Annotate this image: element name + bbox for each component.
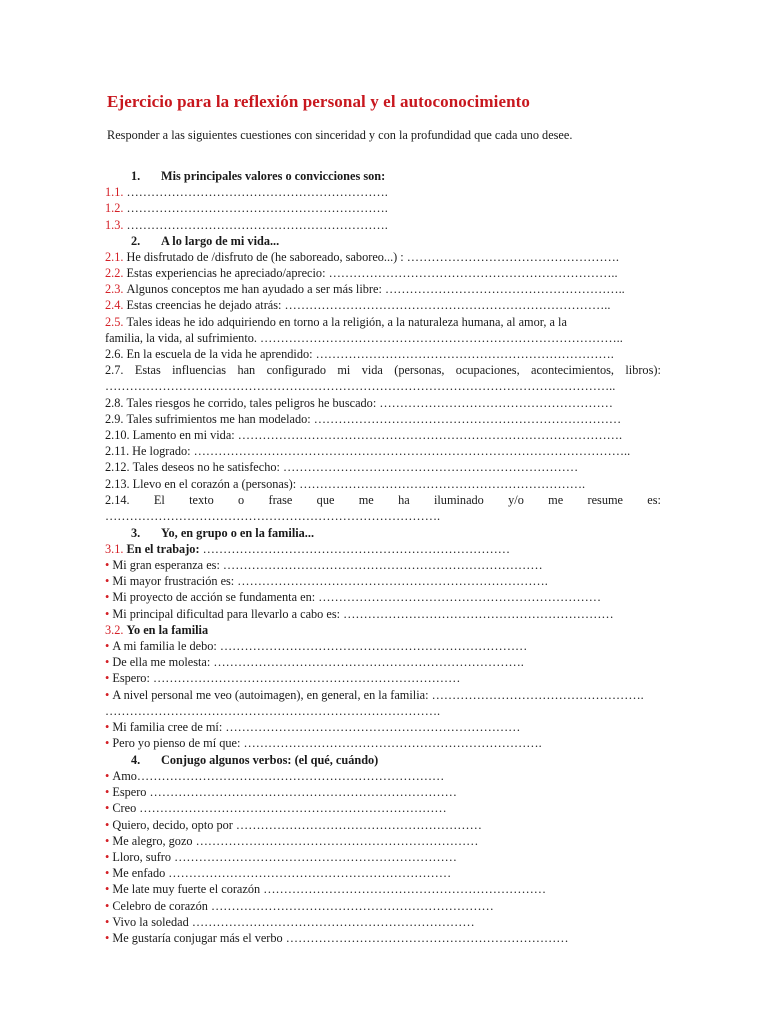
item-number: 1.1. bbox=[105, 185, 124, 199]
word: libros): bbox=[625, 363, 661, 377]
item-number: 2.8. bbox=[105, 396, 124, 410]
item-number: 1.3. bbox=[105, 218, 124, 232]
bullet-marker: • bbox=[105, 818, 110, 832]
bullet-marker: • bbox=[105, 671, 110, 685]
bullet-marker: • bbox=[105, 850, 110, 864]
bullet-question-line bbox=[105, 654, 524, 670]
bullet-marker: • bbox=[105, 639, 110, 653]
section-number: 4. bbox=[131, 753, 141, 767]
bullet-marker: • bbox=[105, 607, 110, 621]
item-number: 2.6. bbox=[105, 347, 124, 361]
section-number: 1. bbox=[131, 169, 141, 183]
line-text: Quiero, decido, opto por …………………………………………………… bbox=[112, 818, 482, 832]
word: 2.14. bbox=[105, 493, 130, 507]
bullet-question-line bbox=[105, 735, 542, 751]
bullet-question-line bbox=[105, 833, 478, 849]
bullet-question-line bbox=[105, 573, 548, 589]
bullet-question-line bbox=[105, 817, 482, 833]
word: es: bbox=[647, 493, 661, 507]
item-number: 2.4. bbox=[105, 298, 124, 312]
line-text: He logrado: …………………………………………………………………………………………….. bbox=[132, 444, 631, 458]
section-heading bbox=[131, 168, 385, 184]
section-title: A lo largo de mi vida... bbox=[161, 234, 280, 248]
word: iluminado bbox=[433, 493, 484, 507]
item-number: 2.13. bbox=[105, 477, 130, 491]
line-text: He disfrutado de /disfruto de (he saboreado, saboreo...) : ……………………………………………. bbox=[126, 250, 619, 264]
line-text: Me late muy fuerte el corazón …………………………………………………………… bbox=[112, 882, 547, 896]
word: que bbox=[316, 493, 335, 507]
justified-question-line bbox=[105, 492, 661, 508]
word: resume bbox=[587, 493, 623, 507]
line-text: Espero ………………………………………………………………… bbox=[112, 785, 457, 799]
line-text: Tales riesgos he corrido, tales peligros he buscado: ………………………………………………… bbox=[126, 396, 613, 410]
bullet-question-line bbox=[105, 589, 601, 605]
line-text: Tales deseos no he satisfecho: ……………………………………………………………… bbox=[132, 460, 579, 474]
word: ocupaciones, bbox=[455, 363, 520, 377]
question-line bbox=[105, 541, 510, 557]
word: vida bbox=[361, 363, 383, 377]
bullet-marker: • bbox=[105, 866, 110, 880]
bullet-question-line bbox=[105, 768, 444, 784]
line-text: Me alegro, gozo …………………………………………………………… bbox=[112, 834, 479, 848]
line-text: Lloro, sufro …………………………………………………………… bbox=[112, 850, 457, 864]
question-line bbox=[105, 217, 388, 233]
bullet-marker: • bbox=[105, 558, 110, 572]
item-number: 2.9. bbox=[105, 412, 124, 426]
question-line bbox=[105, 622, 208, 638]
bullet-marker: • bbox=[105, 574, 110, 588]
bullet-marker: • bbox=[105, 590, 110, 604]
word: han bbox=[237, 363, 256, 377]
bullet-marker: • bbox=[105, 882, 110, 896]
bullet-question-line bbox=[105, 606, 614, 622]
line-text: Mi mayor frustración es: …………………………………………………………………. bbox=[112, 574, 548, 588]
subsection-label: Yo en la familia bbox=[126, 623, 209, 637]
line-text: Celebro de corazón …………………………………………………………… bbox=[112, 899, 494, 913]
line-text: Me gustaría conjugar más el verbo …………………………………………………………… bbox=[112, 931, 569, 945]
item-number: 2.5. bbox=[105, 315, 124, 329]
question-line bbox=[105, 297, 610, 313]
bullet-marker: • bbox=[105, 834, 110, 848]
line-text: Llevo en el corazón a (personas): ……………………………………………………………. bbox=[132, 477, 586, 491]
question-line bbox=[105, 281, 625, 297]
bullet-marker: • bbox=[105, 736, 110, 750]
item-number: 2.10. bbox=[105, 428, 130, 442]
item-number: 2.12. bbox=[105, 460, 130, 474]
line-text: En la escuela de la vida he aprendido: ………………………………………………………………. bbox=[126, 347, 614, 361]
bullet-marker: • bbox=[105, 720, 110, 734]
line-text: Amo………………………………………………………………… bbox=[112, 769, 445, 783]
bullet-marker: • bbox=[105, 688, 110, 702]
question-line bbox=[105, 443, 630, 459]
item-number: 2.3. bbox=[105, 282, 124, 296]
bullet-question-line bbox=[105, 670, 460, 686]
line-text: ………………………………………………………………………. bbox=[105, 704, 441, 718]
word: ha bbox=[398, 493, 410, 507]
bullet-marker: • bbox=[105, 915, 110, 929]
line-text: …………………………………………………………………………………………………………….. bbox=[105, 379, 616, 393]
bullet-marker: • bbox=[105, 801, 110, 815]
subsection-label: En el trabajo: bbox=[126, 542, 200, 556]
section-number: 2. bbox=[131, 234, 141, 248]
bullet-question-line bbox=[105, 800, 447, 816]
section-heading bbox=[131, 233, 279, 249]
line-text: Tales ideas he ido adquiriendo en torno a la religión, a la naturaleza humana, al amor, a la bbox=[126, 315, 567, 329]
line-text: Estas experiencias he apreciado/aprecio: …………………………………………………………….. bbox=[126, 266, 618, 280]
bullet-question-line bbox=[105, 687, 644, 703]
word: me bbox=[358, 493, 374, 507]
question-line bbox=[105, 184, 388, 200]
bullet-marker: • bbox=[105, 931, 110, 945]
question-line bbox=[105, 395, 613, 411]
answer-line bbox=[105, 378, 615, 394]
question-line bbox=[105, 314, 567, 330]
item-number: 2.11. bbox=[105, 444, 130, 458]
word: El bbox=[153, 493, 165, 507]
question-line bbox=[105, 459, 578, 475]
document-title: Ejercicio para la reflexión personal y el autoconocimiento bbox=[107, 92, 531, 111]
question-line bbox=[105, 476, 585, 492]
line-text: Estas creencias he dejado atrás: …………………………………………………………………….. bbox=[126, 298, 611, 312]
line-text: Algunos conceptos me han ayudado a ser más libre: ………………………………………………….. bbox=[126, 282, 625, 296]
word: 2.7. bbox=[105, 363, 124, 377]
line-text: Mi familia cree de mí: ……………………………………………………………… bbox=[112, 720, 521, 734]
bullet-question-line bbox=[105, 881, 546, 897]
question-line bbox=[105, 265, 618, 281]
bullet-question-line bbox=[105, 719, 520, 735]
item-number: 3.1. bbox=[105, 542, 124, 556]
bullet-question-line bbox=[105, 914, 475, 930]
section-heading bbox=[131, 752, 378, 768]
line-text: Espero: ………………………………………………………………… bbox=[112, 671, 461, 685]
line-text: Pero yo pienso de mí que: ………………………………………………………………. bbox=[112, 736, 542, 750]
word: y/o bbox=[508, 493, 524, 507]
item-number: 3.2. bbox=[105, 623, 124, 637]
word: configurado bbox=[266, 363, 326, 377]
item-number: 2.2. bbox=[105, 266, 124, 280]
line-text: Mi proyecto de acción se fundamenta en: …………………………………………………………… bbox=[112, 590, 602, 604]
word: (personas, bbox=[394, 363, 445, 377]
word: o bbox=[238, 493, 245, 507]
line-text: Lamento en mi vida: …………………………………………………………………………………. bbox=[132, 428, 623, 442]
answer-line bbox=[105, 330, 623, 346]
line-text: ………………………………………………………………………. bbox=[105, 509, 441, 523]
line-text: Me enfado …………………………………………………………… bbox=[112, 866, 452, 880]
item-number: 1.2. bbox=[105, 201, 124, 215]
line-text: ………………………………………………………. bbox=[126, 185, 388, 199]
line-text: De ella me molesta: …………………………………………………………………. bbox=[112, 655, 524, 669]
word: frase bbox=[268, 493, 293, 507]
line-text: Creo ………………………………………………………………… bbox=[112, 801, 447, 815]
line-text: Vivo la soledad …………………………………………………………… bbox=[112, 915, 475, 929]
word: mi bbox=[337, 363, 351, 377]
question-line bbox=[105, 346, 614, 362]
word: influencias bbox=[172, 363, 227, 377]
question-line bbox=[105, 427, 622, 443]
section-title: Yo, en grupo o en la familia... bbox=[161, 526, 315, 540]
question-line bbox=[105, 411, 621, 427]
line-text: A nivel personal me veo (autoimagen), en general, en la familia: ……………………………………………. bbox=[112, 688, 644, 702]
line-text: Tales sufrimientos me han modelado: ………………………………………………………………… bbox=[126, 412, 622, 426]
question-line bbox=[105, 200, 388, 216]
word: acontecimientos, bbox=[531, 363, 614, 377]
section-title: Conjugo algunos verbos: (el qué, cuándo) bbox=[161, 753, 379, 767]
bullet-question-line bbox=[105, 784, 457, 800]
bullet-question-line bbox=[105, 930, 569, 946]
bullet-marker: • bbox=[105, 785, 110, 799]
section-number: 3. bbox=[131, 526, 141, 540]
bullet-marker: • bbox=[105, 769, 110, 783]
word: Estas bbox=[134, 363, 161, 377]
line-text: ………………………………………………………………… bbox=[199, 542, 511, 556]
bullet-question-line bbox=[105, 849, 457, 865]
line-text: A mi familia le debo: ………………………………………………………………… bbox=[112, 639, 528, 653]
bullet-question-line bbox=[105, 638, 527, 654]
bullet-marker: • bbox=[105, 899, 110, 913]
answer-line bbox=[105, 508, 440, 524]
bullet-question-line bbox=[105, 898, 494, 914]
bullet-marker: • bbox=[105, 655, 110, 669]
justified-question-line bbox=[105, 362, 661, 378]
section-title: Mis principales valores o convicciones son: bbox=[161, 169, 386, 183]
answer-line bbox=[105, 703, 440, 719]
section-heading bbox=[131, 525, 314, 541]
line-text: Mi principal dificultad para llevarlo a cabo es: ………………………………………………………… bbox=[112, 607, 614, 621]
question-line bbox=[105, 249, 619, 265]
word: texto bbox=[189, 493, 214, 507]
line-text: ………………………………………………………. bbox=[126, 201, 388, 215]
word: me bbox=[548, 493, 564, 507]
line-text: ………………………………………………………. bbox=[126, 218, 388, 232]
item-number: 2.1. bbox=[105, 250, 124, 264]
line-text: Mi gran esperanza es: …………………………………………………………………… bbox=[112, 558, 543, 572]
bullet-question-line bbox=[105, 557, 543, 573]
line-text: familia, la vida, al sufrimiento. …………………………………………………………………………….. bbox=[105, 331, 623, 345]
intro-paragraph: Responder a las siguientes cuestiones con sinceridad y con la profundidad que cada uno desee. bbox=[107, 128, 573, 142]
bullet-question-line bbox=[105, 865, 451, 881]
